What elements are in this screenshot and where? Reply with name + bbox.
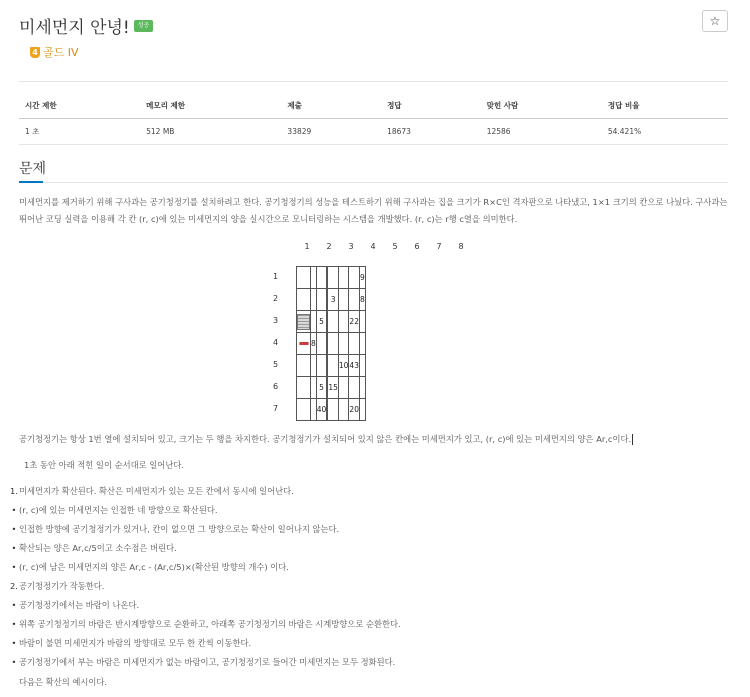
grid-cell: 20	[349, 399, 360, 421]
list-number: 2.	[10, 581, 18, 591]
rule-item	[9, 634, 728, 653]
grid-cell	[359, 377, 365, 399]
grid-row	[297, 311, 366, 333]
grid-cell	[316, 267, 327, 289]
info-memory-limit: 512 MB	[140, 119, 281, 145]
info-header-solvers: 맞힌 사람	[481, 96, 602, 119]
grid-row	[297, 399, 366, 421]
grid-cell: 40	[316, 399, 327, 421]
tier-label: 골드 IV	[43, 46, 79, 59]
grid-cell	[349, 333, 360, 355]
grid-cell	[297, 267, 311, 289]
rule-text: 공기청정기가 작동한다.	[19, 581, 105, 591]
grid-cell: 8	[359, 289, 365, 311]
info-header-row	[19, 96, 728, 119]
grid-cell	[316, 333, 327, 355]
bullet-icon: •	[11, 524, 17, 534]
purifier-description	[19, 431, 728, 448]
row-label: 2	[273, 294, 279, 303]
grid-cell	[297, 355, 311, 377]
col-label: 2	[326, 242, 332, 251]
per-second-intro: 1초 동안 아래 적힌 일이 순서대로 일어난다.	[24, 460, 184, 470]
grid-cell	[328, 333, 339, 355]
problem-info-table	[19, 96, 728, 145]
problem-title-row	[19, 13, 153, 38]
rule-text: 공기청정기에서는 바람이 나온다.	[19, 600, 140, 610]
rule-text: (r, c)에 남은 미세먼지의 양은 Ar,c - (Ar,c/5)×(확산된 방향의 개수) 이다.	[19, 562, 289, 572]
row-label: 7	[273, 404, 279, 413]
grid-cell	[349, 377, 360, 399]
section-divider	[19, 182, 728, 183]
grid-cell: 22	[349, 311, 360, 333]
diffusion-example-intro: 다음은 확산의 예시이다.	[19, 677, 108, 687]
rule-text: 인접한 방향에 공기청정기가 있거나, 칸이 없으면 그 방향으로는 확산이 일어나지 않는다.	[19, 524, 340, 534]
star-button[interactable]	[702, 10, 728, 32]
row-label: 1	[273, 272, 279, 281]
info-accepted: 18673	[381, 119, 481, 145]
grid-cell	[297, 289, 311, 311]
grid-cell	[338, 333, 349, 355]
grid-cell: 3	[328, 289, 339, 311]
row-label: 5	[273, 360, 279, 369]
bullet-icon: •	[11, 657, 17, 667]
grid-row	[297, 355, 366, 377]
rule-item	[9, 615, 728, 634]
row-label: 4	[273, 338, 279, 347]
grid-cell: 10	[338, 355, 349, 377]
row-label: 3	[273, 316, 279, 325]
info-solvers: 12586	[481, 119, 602, 145]
grid-cell	[316, 355, 327, 377]
problem-description: 미세먼지를 제거하기 위해 구사과는 공기청정기를 설치하려고 한다. 공기청정기의 성능을 테스트하기 위해 구사과는 집을 크기가 R×C인 격자판으로 나타냈고, 1×1 크기의 칸으로 나눴다. 구사과는 뛰어난 코딩 실력을 이용해 각 칸 (r, c)에 있는 미세먼지의 양을 실시간으로 모니터링하는 시스템을 개발했다. (r, c)는 r행 c열을 의미한다.	[19, 197, 728, 224]
info-header-time: 시간 제한	[19, 96, 140, 119]
grid-cell	[297, 399, 311, 421]
tier-link[interactable]	[30, 44, 79, 60]
text-cursor	[632, 434, 633, 445]
grid-cell	[297, 333, 311, 355]
section-title-underline	[19, 181, 43, 183]
grid-cell	[328, 311, 339, 333]
grid-row	[297, 377, 366, 399]
grid-row-labels	[273, 266, 278, 420]
air-purifier-bottom-icon: ▪▪▪	[298, 340, 309, 347]
info-header-submissions: 제출	[281, 96, 381, 119]
info-ratio: 54.421%	[602, 119, 728, 145]
info-header-ratio: 정답 비율	[602, 96, 728, 119]
info-submissions: 33829	[281, 119, 381, 145]
grid-cell	[297, 311, 311, 333]
grid-cell	[338, 377, 349, 399]
grid-cell	[328, 267, 339, 289]
purifier-description-text: 공기청정기는 항상 1번 열에 설치되어 있고, 크기는 두 행을 차지한다. 공기청정기가 설치되어 있지 않은 칸에는 미세먼지가 있고, (r, c)에 있는 미세먼지의 양은 Ar,c이다.	[19, 434, 632, 444]
rule-text: 미세먼지가 확산된다. 확산은 미세먼지가 있는 모든 칸에서 동시에 일어난다.	[19, 486, 294, 496]
col-label: 3	[348, 242, 354, 251]
grid-row	[297, 289, 366, 311]
rule-item	[9, 482, 728, 501]
rule-item	[9, 596, 728, 615]
bullet-icon: •	[11, 505, 17, 515]
bullet-icon: •	[11, 619, 17, 629]
grid-cell	[328, 355, 339, 377]
rule-text: (r, c)에 있는 미세먼지는 인접한 네 방향으로 확산된다.	[19, 505, 218, 515]
grid-cell	[338, 267, 349, 289]
bullet-icon: •	[11, 543, 17, 553]
air-purifier-top-icon	[297, 314, 310, 330]
rule-item	[9, 653, 728, 672]
bullet-icon: •	[11, 638, 17, 648]
problem-title: 미세먼지 안녕!	[19, 18, 130, 38]
section-title: 문제	[19, 161, 47, 177]
bullet-icon: •	[11, 562, 17, 572]
list-number: 1.	[10, 486, 18, 496]
grid-cell	[338, 311, 349, 333]
grid-cell: 5	[316, 377, 327, 399]
grid-cell	[338, 289, 349, 311]
grid-cell: 5	[316, 311, 327, 333]
col-label: 1	[304, 242, 310, 251]
star-icon: ☆	[709, 14, 721, 28]
grid-cell	[359, 399, 365, 421]
grid-row	[297, 267, 366, 289]
row-label: 6	[273, 382, 279, 391]
info-header-accepted: 정답	[381, 96, 481, 119]
col-label: 5	[392, 242, 398, 251]
grid-row	[297, 333, 366, 355]
grid-cell: 8	[311, 333, 317, 355]
grid-cell	[316, 289, 327, 311]
rule-text: 확산되는 양은 Ar,c/5이고 소수점은 버린다.	[19, 543, 177, 553]
col-label: 4	[370, 242, 376, 251]
grid-cell: 9	[359, 267, 365, 289]
tier-icon: 4	[30, 47, 40, 58]
bullet-icon: •	[11, 600, 17, 610]
grid-cell	[359, 333, 365, 355]
col-label: 6	[414, 242, 420, 251]
grid-cell	[349, 267, 360, 289]
rule-item	[9, 520, 728, 539]
rule-text: 공기청정기에서 부는 바람은 미세먼지가 없는 바람이고, 공기청정기로 들어간 미세먼지는 모두 정화된다.	[19, 657, 396, 667]
result-badge[interactable]: 성공	[134, 20, 154, 32]
info-header-memory: 메모리 제한	[140, 96, 281, 119]
col-label: 7	[436, 242, 442, 251]
rule-text: 위쪽 공기청정기의 바람은 반시계방향으로 순환하고, 아래쪽 공기청정기의 바람은 시계방향으로 순환한다.	[19, 619, 401, 629]
rule-item	[9, 577, 728, 596]
info-value-row	[19, 119, 728, 145]
grid-cell: 15	[328, 377, 339, 399]
grid-cell	[349, 289, 360, 311]
info-time-limit: 1 초	[19, 119, 140, 145]
rule-item	[9, 558, 728, 577]
rule-text: 바람이 불면 미세먼지가 바람의 방향대로 모두 한 칸씩 이동한다.	[19, 638, 252, 648]
problem-header	[19, 10, 728, 82]
rule-item	[9, 501, 728, 520]
dust-grid	[296, 266, 366, 421]
grid-cell	[359, 355, 365, 377]
grid-cell	[297, 377, 311, 399]
rule-item	[9, 539, 728, 558]
grid-cell	[359, 311, 365, 333]
grid-cell	[328, 399, 339, 421]
rules-list	[9, 482, 728, 672]
grid-column-labels	[296, 242, 472, 251]
grid-cell: 43	[349, 355, 360, 377]
grid-cell	[338, 399, 349, 421]
col-label: 8	[458, 242, 464, 251]
